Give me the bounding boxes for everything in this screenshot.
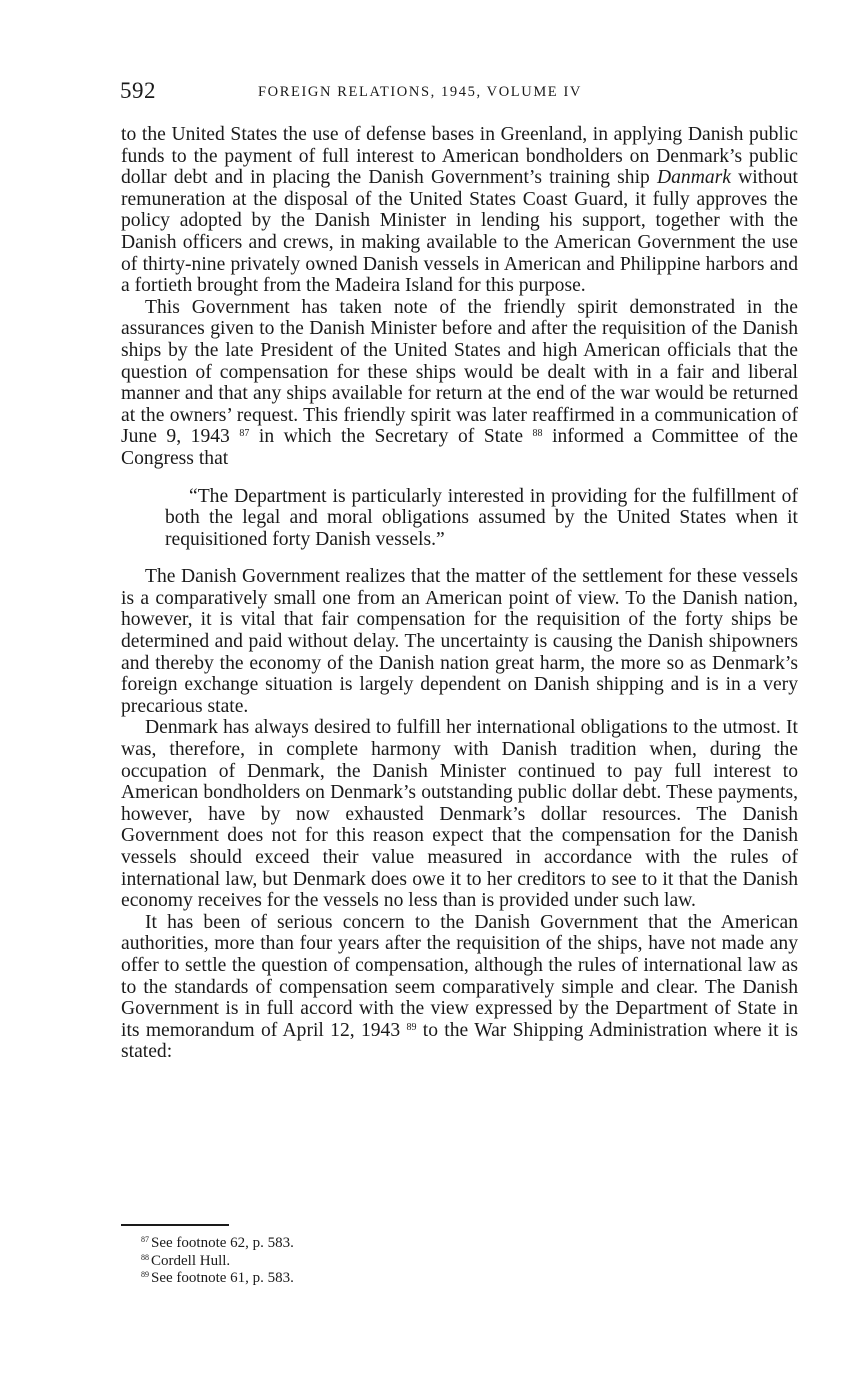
paragraph-2-text-b: in which the Secretary of State xyxy=(249,426,533,448)
footnote-text: See footnote 61, p. 583. xyxy=(151,1270,294,1286)
footnotes xyxy=(141,1235,741,1288)
paragraph-1-rest: without remuneration at the disposal of the United States Coast Guard, it fully approves the policy adopted by the Danish Minister in lending his support, together with the Danish officers and crews, in making available to the American Government the use of thirty-nine privately owned Danish vessels in American and Philippine harbors and a fortieth brought from the Madeira Island for this purpose. xyxy=(121,167,798,297)
paragraph-2 xyxy=(121,297,798,470)
ship-name: Danmark xyxy=(656,167,731,189)
footnote-88 xyxy=(141,1253,741,1271)
page-number: 592 xyxy=(120,78,156,103)
paragraph-1-text: to the United States the use of defense bases in Greenland, in applying Danish public funds to the payment of full interest to American bondholders on Denmark’s public dollar debt and in placing the Danish Government’s training ship xyxy=(121,124,798,189)
footnote-ref-89[interactable]: 89 xyxy=(406,1021,417,1033)
paragraph-4: Denmark has always desired to fulfill her international obligations to the utmost. It was, therefore, in complete harmony with Danish tradition when, during the occupation of Denmark, the Danish Minister continued to pay full interest to American bondholders on Denmark’s outstanding public dollar debt. These payments, however, have by now exhausted Denmark’s dollar resources. The Danish Government does not for this reason expect that the compensation for the Danish vessels should exceed their value measured in accordance with the rules of international law, but Denmark does owe it to her creditors to see to it that the Danish economy receives for the vessels no less than is provided under such law. xyxy=(121,717,798,912)
footnote-mark: 89 xyxy=(141,1270,149,1279)
running-title: FOREIGN RELATIONS, 1945, VOLUME IV xyxy=(258,84,582,100)
block-quote: “The Department is particularly interested in providing for the fulfillment of both the legal and moral obligations assumed by the United States when it requisitioned forty Danish vessels.” xyxy=(165,485,798,550)
paragraph-1 xyxy=(121,124,798,297)
running-head xyxy=(120,78,800,106)
body-text xyxy=(121,124,798,1063)
footnote-mark: 87 xyxy=(141,1235,149,1244)
footnote-text: See footnote 62, p. 583. xyxy=(151,1235,294,1251)
footnote-89 xyxy=(141,1270,741,1288)
footnote-text: Cordell Hull. xyxy=(151,1252,231,1269)
paragraph-5 xyxy=(121,912,798,1063)
footnote-ref-88[interactable]: 88 xyxy=(532,428,543,440)
paragraph-5-text-b: to the War Shipping Administration where it is stated: xyxy=(121,1019,799,1063)
paragraph-5-text-a: It has been of serious concern to the Danish Government that the American authorities, more than four years after the requisition of the ships, have not made any offer to settle the question of compensation, although the rules of international law as to the standards of compensation seem comparatively simple and clear. The Danish Government is in full accord with the view expressed by the Department of State in its memorandum of April 12, 1943 xyxy=(121,911,798,1041)
footnote-mark: 88 xyxy=(141,1252,149,1262)
footnote-ref-87[interactable]: 87 xyxy=(239,428,250,440)
paragraph-2-text-a: This Government has taken note of the friendly spirit demonstrated in the assurances given to the Danish Minister before and after the requisition of the Danish ships by the late President of the United States and high American officials that the question of compensation for these ships would be dealt with in a fair and liberal manner and that any ships available for return at the end of the war would be returned at the owners’ request. This friendly spirit was later reaffirmed in a communication of June 9, 1943 xyxy=(121,296,798,448)
paragraph-2-text-c: informed a Committee of the Congress that xyxy=(121,426,798,469)
footnote-87 xyxy=(141,1235,741,1253)
paragraph-3: The Danish Government realizes that the matter of the settlement for these vessels is a comparatively small one from an American point of view. To the Danish nation, however, it is vital that fair compensation for the requisition of the forty ships be determined and paid without delay. The uncertainty is causing the Danish shipowners and thereby the economy of the Danish nation great harm, the more so as Denmark’s foreign exchange situation is largely dependent on Danish shipping and is in a very precarious state. xyxy=(121,566,798,717)
footnote-divider xyxy=(121,1224,229,1226)
